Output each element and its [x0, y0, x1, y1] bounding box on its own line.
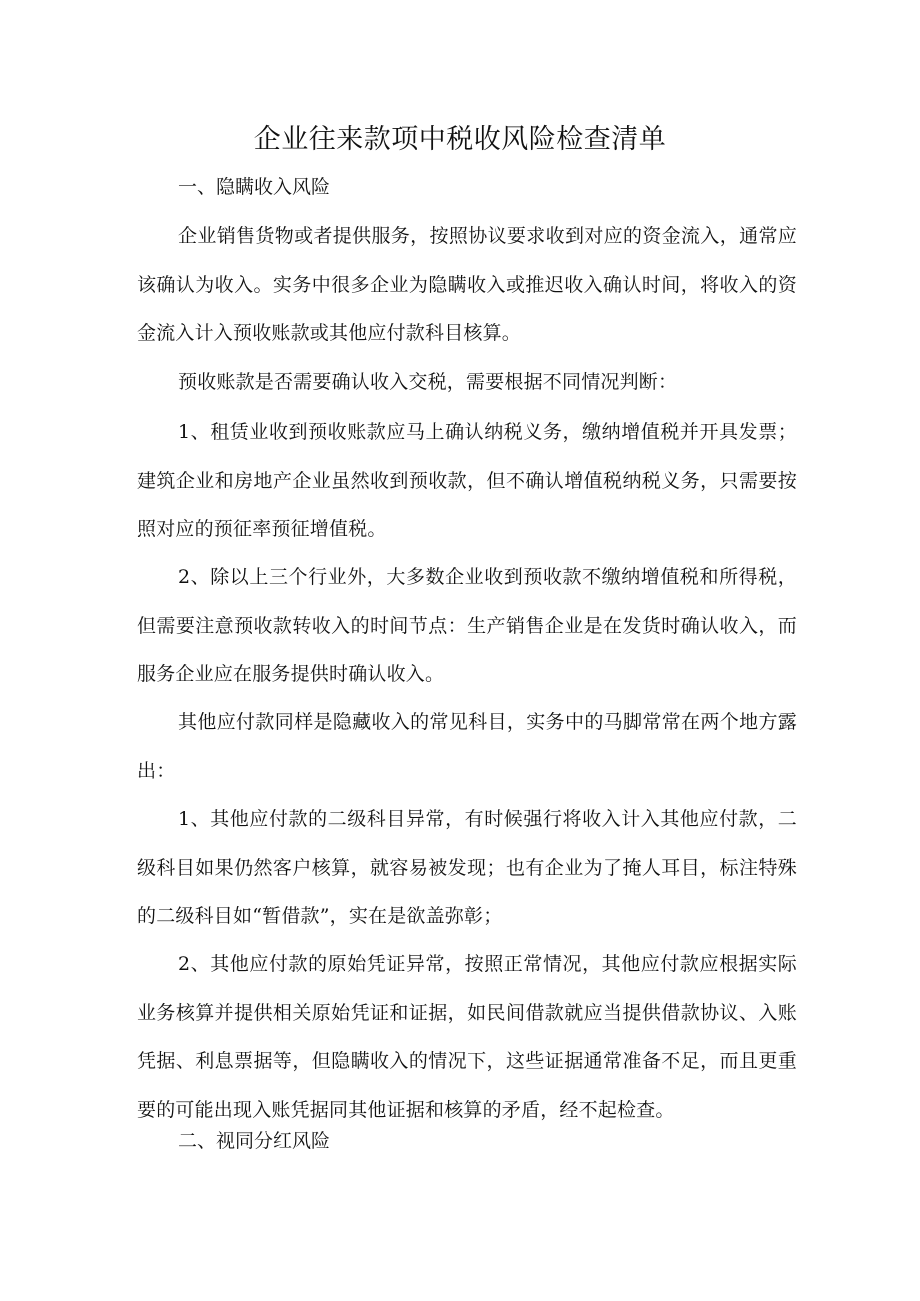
document-title: 企业往来款项中税收风险检查清单	[253, 124, 667, 155]
paragraph-voucher-anomaly: 2、其他应付款的原始凭证异常，按照正常情况，其他应付款应根据实际业务核算并提供相关原始凭证和证据，如民间借款就应当提供借款协议、入账凭据、利息票据等，但隐瞒收入的情况下，这些证据通常准备不足，而且更重要的可能出现入账凭据同其他证据和核算的矛盾，经不起检查。	[137, 953, 797, 1121]
paragraph-leasing-construction: 1、租赁业收到预收账款应马上确认纳税义务，缴纳增值税并开具发票；建筑企业和房地产企业虽然收到预收款，但不确认增值税纳税义务，只需要按照对应的预征率预征增值税。	[137, 421, 797, 540]
paragraph-income-recognition: 企业销售货物或者提供服务，按照协议要求收到对应的资金流入，通常应该确认为收入。实务中很多企业为隐瞒收入或推迟收入确认时间，将收入的资金流入计入预收账款或其他应付款科目核算。	[137, 225, 797, 344]
section-heading-deemed-dividend: 二、视同分红风险	[178, 1130, 331, 1152]
paragraph-secondary-account-anomaly: 1、其他应付款的二级科目异常，有时候强行将收入计入其他应付款，二级科目如果仍然客户核算，就容易被发现；也有企业为了掩人耳目，标注特殊的二级科目如“暂借款”，实在是欲盖弥彰；	[137, 808, 797, 927]
paragraph-other-payables-intro: 其他应付款同样是隐藏收入的常见科目，实务中的马脚常常在两个地方露出：	[137, 711, 797, 782]
paragraph-advance-receipts-intro: 预收账款是否需要确认收入交税，需要根据不同情况判断：	[178, 371, 678, 393]
section-heading-hidden-income: 一、隐瞒收入风险	[178, 176, 331, 198]
paragraph-other-industries: 2、除以上三个行业外，大多数企业收到预收款不缴纳增值税和所得税，但需要注意预收款转收入的时间节点：生产销售企业是在发货时确认收入，而服务企业应在服务提供时确认收入。	[137, 566, 797, 685]
